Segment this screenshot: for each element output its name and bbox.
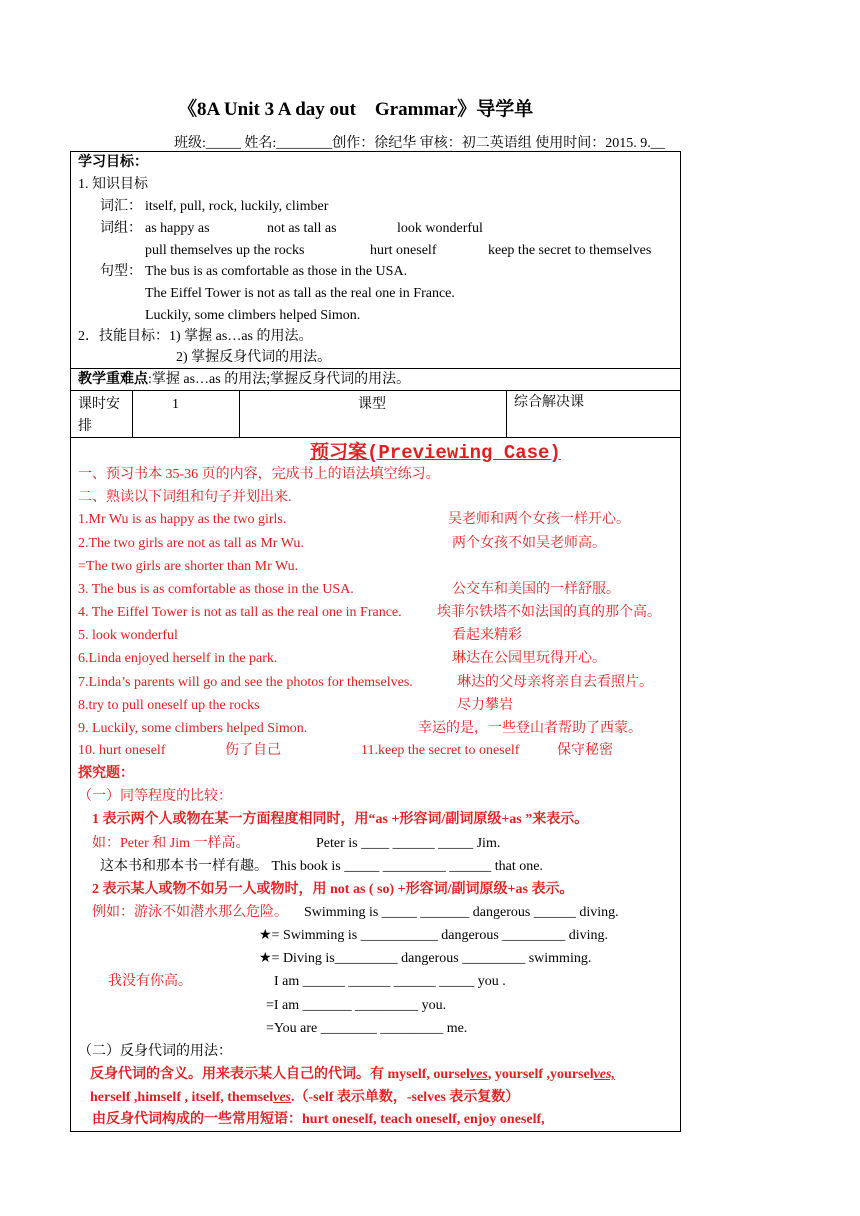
phrase-item: not as tall as: [267, 221, 337, 236]
key-points: [78, 370, 410, 390]
phrase-item: as happy as: [145, 221, 210, 236]
table-divider: [239, 390, 240, 437]
example-blank: Swimming is _____ _______ dangerous ______ diving.: [304, 905, 619, 920]
phrase-item: hurt oneself: [370, 243, 437, 258]
objectives-heading: 学习目标：: [78, 155, 148, 170]
preview-case-title: 预习案(Previewing Case): [310, 442, 561, 464]
table-divider: [506, 390, 507, 437]
sentence-item: The Eiffel Tower is not as tall as the real one in France.: [145, 286, 455, 301]
preview-sentence-zh: 埃菲尔铁塔不如法国的真的那个高。: [437, 605, 661, 620]
example-zh: 我没有你高。: [108, 974, 192, 989]
example-blank: ★= Diving is_________ dangerous _________ swimming.: [259, 951, 592, 966]
example-blank: =You are ________ _________ me.: [266, 1021, 468, 1036]
preview-sentence-en: 2.The two girls are not as tall as Mr Wu.: [78, 536, 304, 551]
example-zh: 如：Peter 和 Jim 一样高。: [92, 836, 250, 851]
reflexive-definition: 反身代词的含义。用来表示某人自己的代词。有 myself, ourselves, yourself ,yourselves,: [90, 1067, 615, 1082]
preview-sentence-zh: 看起来精彩: [452, 628, 522, 643]
explore-section-title: （二）反身代词的用法：: [78, 1044, 232, 1059]
explore-heading: 探究题：: [78, 766, 134, 781]
preview-sentence-zh: 吴老师和两个女孩一样开心。: [448, 512, 630, 527]
preview-sentence-zh: 公交车和美国的一样舒服。: [452, 582, 620, 597]
knowledge-objective-label: 1. 知识目标: [78, 177, 148, 192]
preview-sentence-en: 5. look wonderful: [78, 628, 178, 643]
preview-sentence-zh: 幸运的是，一些登山者帮助了西蒙。: [418, 721, 642, 736]
schedule-label: 课时安: [78, 397, 120, 412]
phrase-item: pull themselves up the rocks: [145, 243, 305, 258]
preview-sentence-en: 3. The bus is as comfortable as those in the USA.: [78, 582, 354, 597]
table-divider: [70, 390, 681, 391]
example-blank: ★= Swimming is ___________ dangerous _________ diving.: [259, 928, 609, 943]
preview-sentence-zh: 尽力攀岩: [457, 698, 513, 713]
key-points-label: 教学重难点: [78, 372, 148, 387]
preview-item: 一、预习书本 35-36 页的内容，完成书上的语法填空练习。: [78, 467, 440, 482]
preview-sentence-en: 9. Luckily, some climbers helped Simon.: [78, 721, 308, 736]
example-zh: 例如：游泳不如潜水那么危险。: [92, 905, 288, 920]
preview-sentence-zh: 伤了自己: [225, 743, 281, 758]
phrase-item: look wonderful: [397, 221, 483, 236]
example-blank: =I am _______ _________ you.: [266, 998, 447, 1013]
preview-sentence-en: =The two girls are shorter than Mr Wu.: [78, 559, 299, 574]
preview-sentence-en: 10. hurt oneself: [78, 743, 166, 758]
example-blank: I am ______ ______ ______ _____ you .: [274, 974, 506, 989]
preview-sentence-zh: 琳达在公园里玩得开心。: [452, 651, 606, 666]
skill-objective: 2．技能目标：1) 掌握 as…as 的用法。: [78, 329, 313, 344]
table-divider: [132, 390, 133, 437]
schedule-label: 排: [78, 419, 92, 434]
vocab-list: itself, pull, rock, luckily, climber: [145, 199, 329, 214]
example-blank: Peter is ____ ______ _____ Jim.: [316, 836, 501, 851]
sentence-item: The bus is as comfortable as those in the USA.: [145, 264, 408, 279]
table-divider: [70, 368, 681, 369]
skill-objective: 2) 掌握反身代词的用法。: [176, 350, 332, 365]
example-line: 这本书和那本书一样有趣。 This book is _____ _________ ______ that one.: [100, 859, 543, 874]
preview-sentence-zh: 保守秘密: [557, 743, 613, 758]
preview-sentence-en: 1.Mr Wu is as happy as the two girls.: [78, 512, 287, 527]
key-points-text: :掌握 as…as 的用法;掌握反身代词的用法。: [148, 372, 411, 387]
course-type-value: 综合解决课: [514, 395, 584, 410]
document-info-line: 班级:_____ 姓名:________创作：徐纪华 审核：初二英语组 使用时间：2015. 9.__: [174, 136, 665, 151]
grammar-rule: 2 表示某人或物不如另一人或物时，用 not as ( so) +形容词/副词原级+as 表示。: [92, 882, 574, 897]
document-title: 《8A Unit 3 A day out Grammar》导学单: [178, 99, 534, 120]
preview-sentence-en: 6.Linda enjoyed herself in the park.: [78, 651, 278, 666]
phrase-item: keep the secret to themselves: [488, 243, 652, 258]
sentence-item: Luckily, some climbers helped Simon.: [145, 308, 361, 323]
preview-sentence-en: 4. The Eiffel Tower is not as tall as the real one in France.: [78, 605, 402, 620]
schedule-value: 1: [172, 397, 179, 412]
preview-sentence-en: 7.Linda’s parents will go and see the photos for themselves.: [78, 675, 413, 690]
preview-sentence-en: 11.keep the secret to oneself: [361, 743, 520, 758]
course-type-label: 课型: [358, 397, 386, 412]
explore-section-title: （一）同等程度的比较：: [78, 789, 232, 804]
preview-sentence-en: 8.try to pull oneself up the rocks: [78, 698, 260, 713]
grammar-rule: 1 表示两个人或物在某一方面程度相同时，用“as +形容词/副词原级+as ”来表示。: [92, 812, 589, 827]
phrases-label: 词组：: [100, 221, 142, 236]
preview-sentence-zh: 两个女孩不如吴老师高。: [452, 536, 606, 551]
preview-item: 二、熟读以下词组和句子并划出来.: [78, 490, 292, 505]
preview-sentence-zh: 琳达的父母亲将亲自去看照片。: [457, 675, 653, 690]
reflexive-phrases: 由反身代词构成的一些常用短语：hurt oneself, teach oneself, enjoy oneself,: [92, 1112, 545, 1127]
vocab-label: 词汇：: [100, 199, 142, 214]
reflexive-list: herself ,himself , itself, themselves.（-self 表示单数，-selves 表示复数）: [90, 1090, 520, 1105]
sentences-label: 句型：: [100, 264, 142, 279]
